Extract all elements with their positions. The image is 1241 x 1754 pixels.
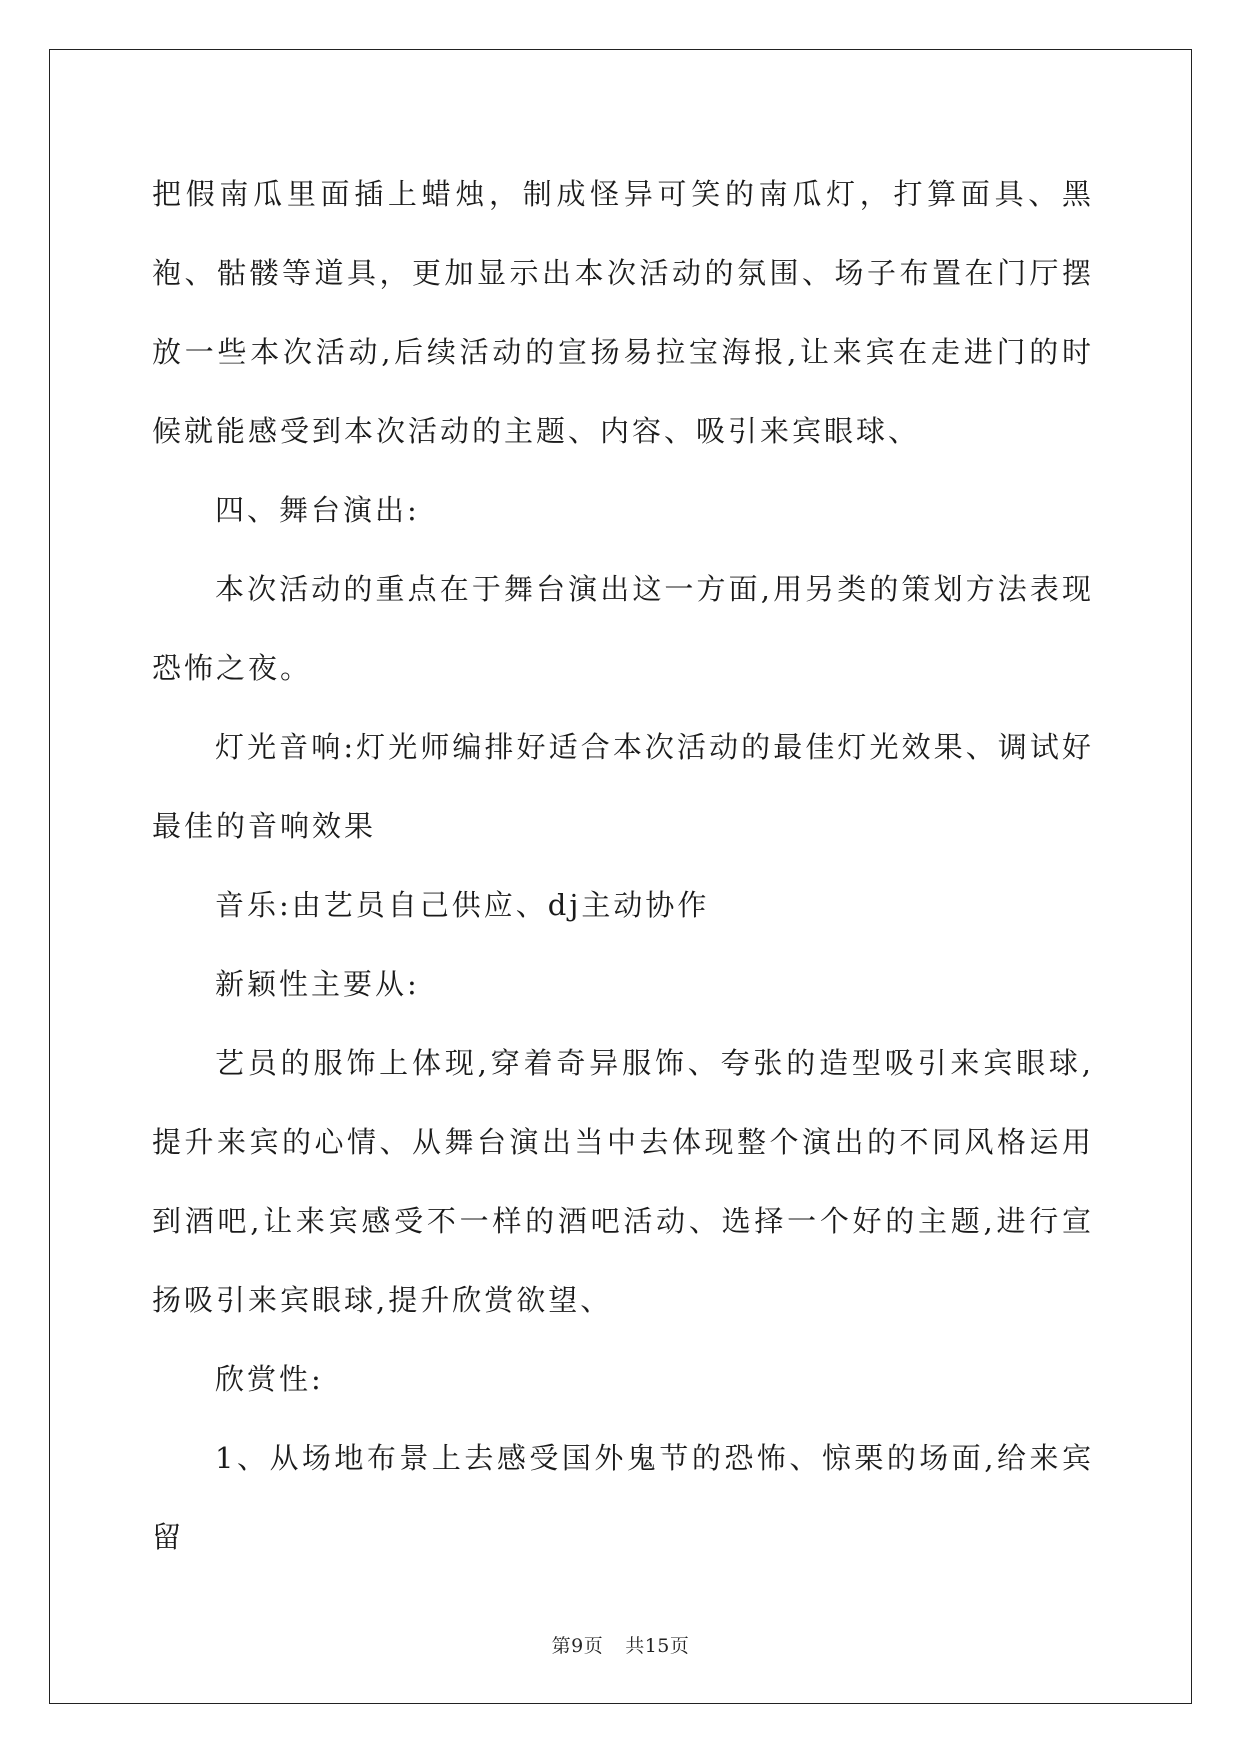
- paragraph-novelty: 艺员的服饰上体现,穿着奇异服饰、夸张的造型吸引来宾眼球,提升来宾的心情、从舞台演出当中去体现整个演出的不同风格运用到酒吧,让来宾感受不一样的酒吧活动、选择一个好的主题,进行宣扬吸引来宾眼球,提升欣赏欲望、: [152, 1046, 1094, 1317]
- section-heading-stage-performance: 四、舞台演出:: [215, 493, 420, 527]
- heading-novelty: 新颖性主要从:: [215, 967, 420, 1001]
- document-body: [152, 155, 1094, 1577]
- paragraph-3: 本次活动的重点在于舞台演出这一方面,用另类的策划方法表现恐怖之夜。: [152, 572, 1094, 685]
- page-number: 第9页: [551, 1635, 604, 1657]
- heading-appreciation: 欣赏性:: [215, 1362, 324, 1396]
- paragraph-1: 把假南瓜里面插上蜡烛，制成怪异可笑的南瓜灯，打算面具、黑袍、骷髅等道具，更加显示出本次活动的氛围、场子布置在门厅摆放一些本次活动,后续活动的宣扬易拉宝海报,让来宾在走进门的时候就能感受到本次活动的主题、内容、吸引来宾眼球、: [152, 177, 1094, 448]
- paragraph-music: 音乐:由艺员自己供应、dj主动协作: [215, 888, 710, 922]
- page-footer: [0, 1631, 1241, 1658]
- paragraph-item-1: 1、从场地布景上去感受国外鬼节的恐怖、惊栗的场面,给来宾留: [152, 1441, 1094, 1554]
- paragraph-lighting-sound: 灯光音响:灯光师编排好适合本次活动的最佳灯光效果、调试好最佳的音响效果: [152, 730, 1094, 843]
- total-pages: 共15页: [625, 1635, 690, 1657]
